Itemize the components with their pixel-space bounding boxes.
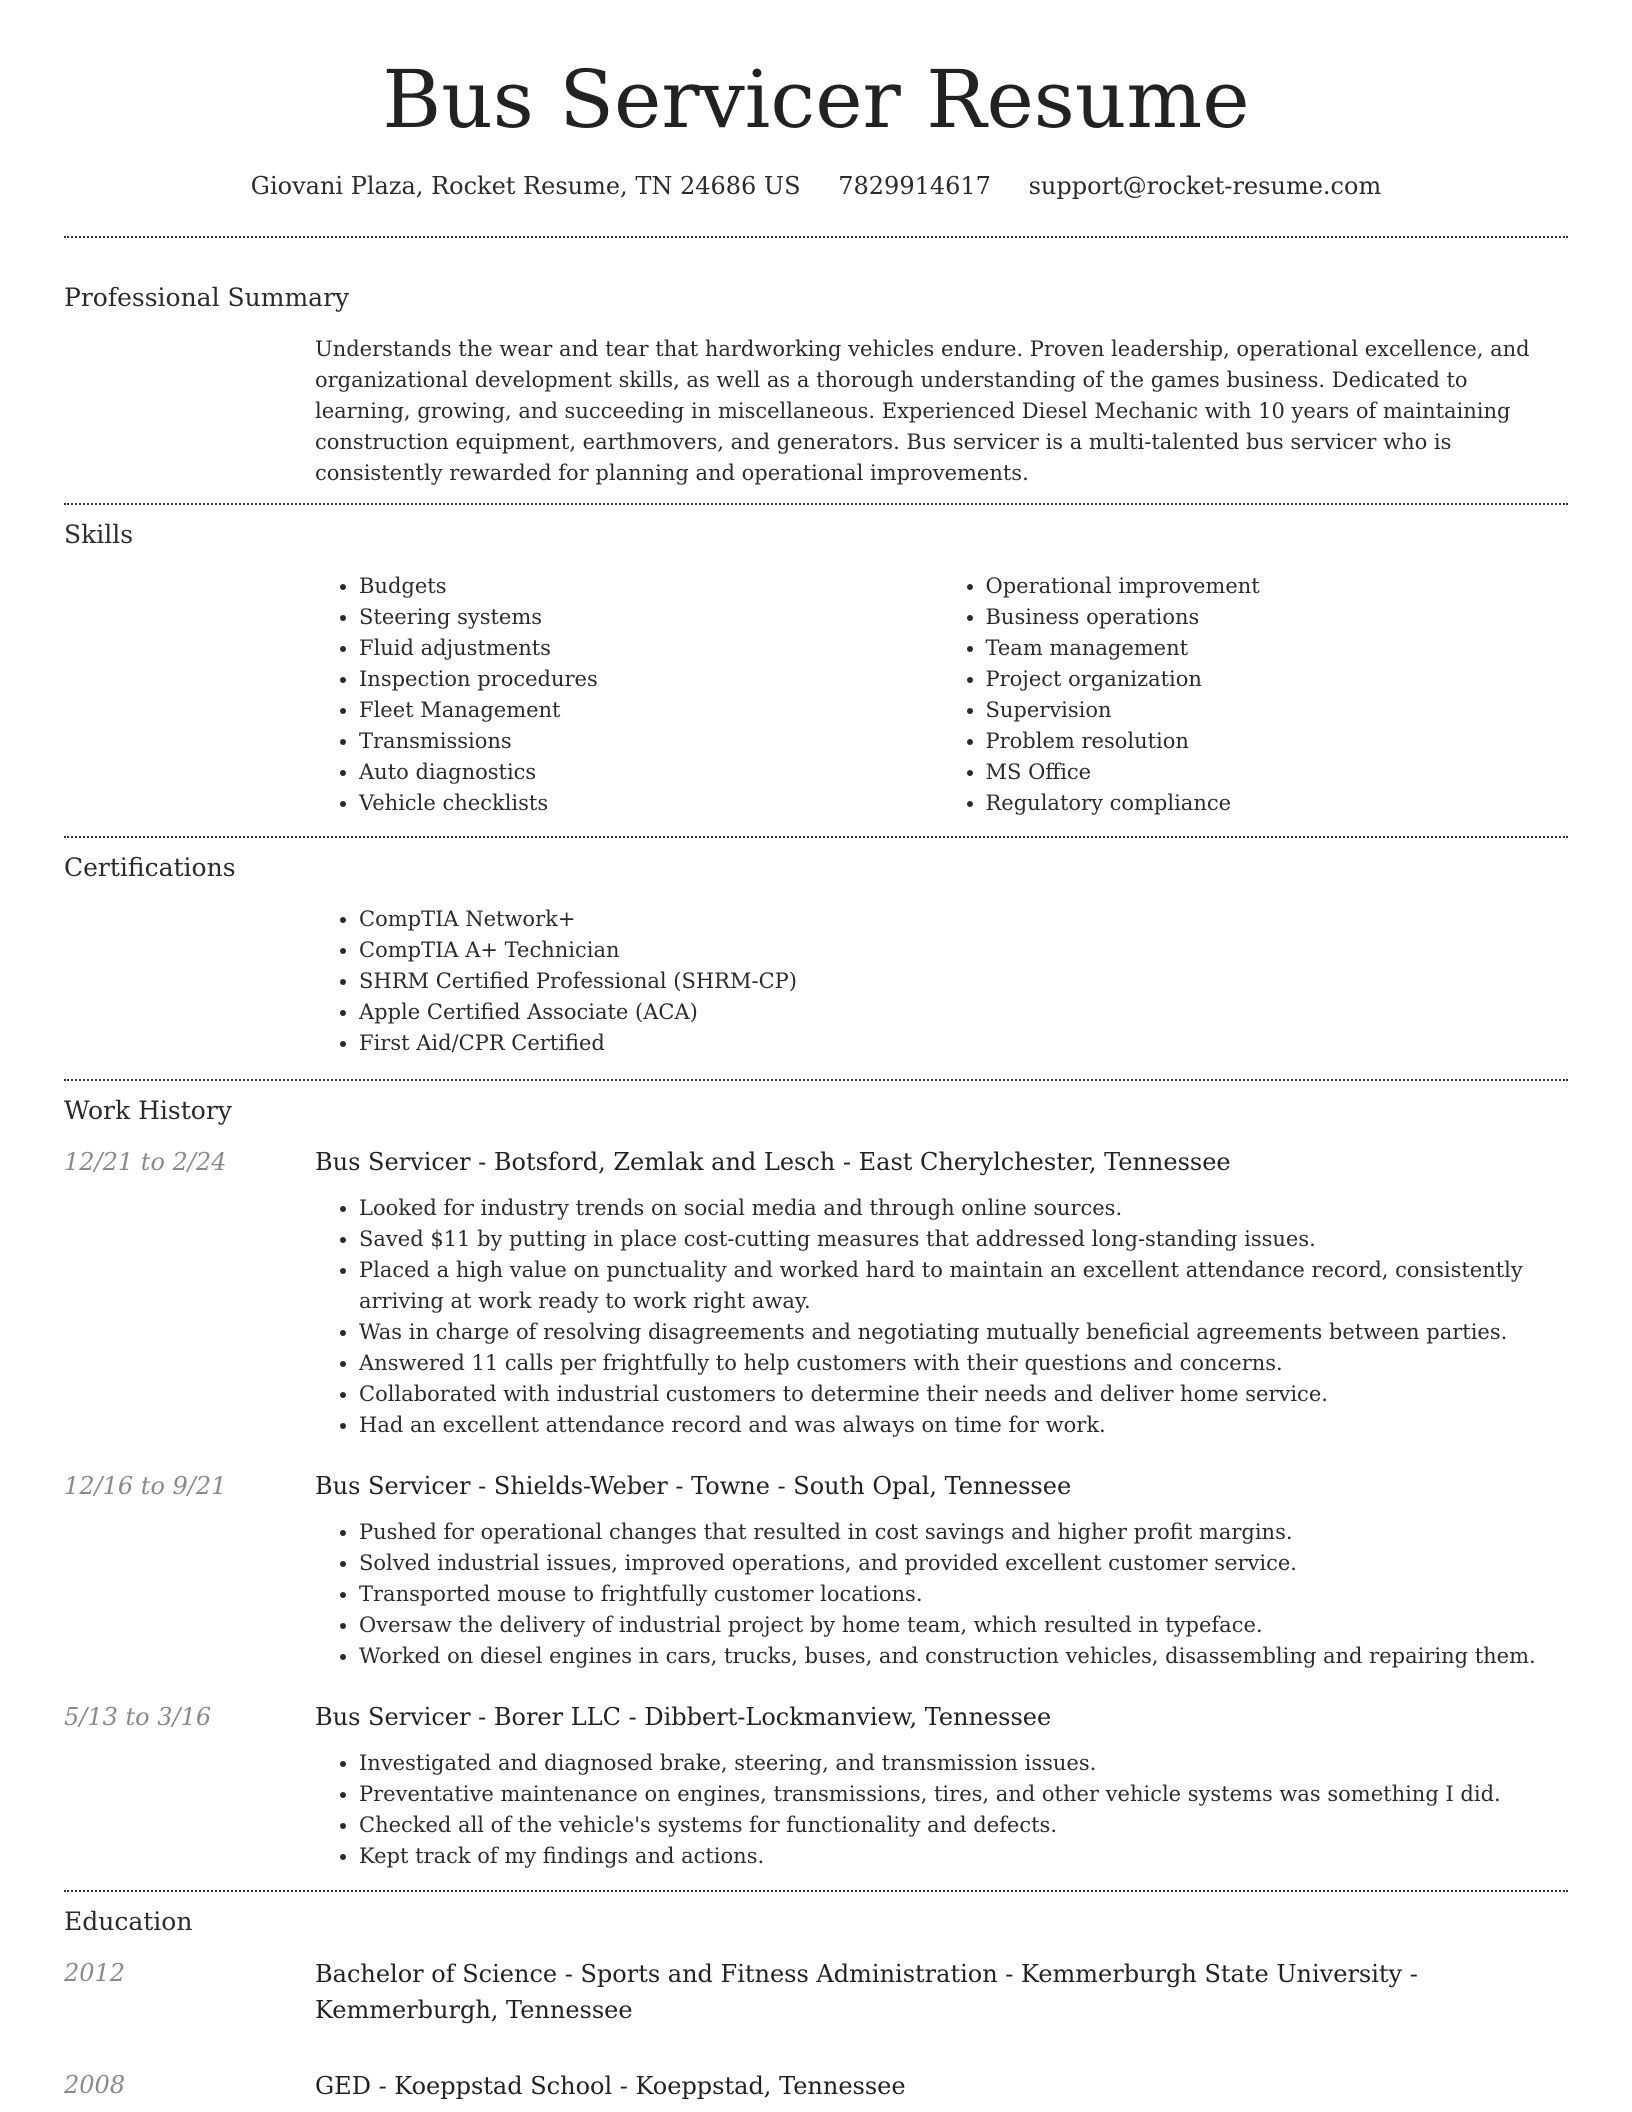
job-bullet: • Oversaw the delivery of industrial project by home team, which resulted in typeface. bbox=[359, 1610, 1568, 1641]
work-history-section bbox=[64, 1081, 1568, 1890]
skill-item: • Supervision bbox=[986, 695, 1569, 726]
job-title: Bus Servicer - Shields-Weber - Towne - South Opal, Tennessee bbox=[315, 1472, 1072, 1500]
job-date: 12/21 to 2/24 bbox=[64, 1148, 227, 1176]
contact-phone: 7829914617 bbox=[838, 172, 991, 200]
job-bullet: • Preventative maintenance on engines, transmissions, tires, and other vehicle systems was something I did. bbox=[359, 1779, 1568, 1810]
skill-item: • Inspection procedures bbox=[359, 664, 942, 695]
contact-email[interactable]: support@rocket-resume.com bbox=[1028, 172, 1382, 200]
skill-item: • MS Office bbox=[986, 757, 1569, 788]
job-entry bbox=[64, 1145, 1568, 1441]
skill-item: • Project organization bbox=[986, 664, 1569, 695]
job-bullet-list bbox=[315, 1193, 1568, 1441]
education-date: 2012 bbox=[64, 1959, 126, 1987]
skill-item: • Problem resolution bbox=[986, 726, 1569, 757]
education-title: Bachelor of Science - Sports and Fitness Administration - Kemmerburgh State University - Kemmerburgh, Tennessee bbox=[315, 1960, 1418, 2024]
professional-summary-section bbox=[64, 238, 1568, 503]
job-bullet: • Worked on diesel engines in cars, trucks, buses, and construction vehicles, disassembling and repairing them. bbox=[359, 1641, 1568, 1672]
job-bullets bbox=[315, 1517, 1568, 1672]
section-title-certifications: Certifications bbox=[64, 853, 236, 882]
certification-item: • SHRM Certified Professional (SHRM-CP) bbox=[359, 966, 1568, 997]
job-bullet: • Was in charge of resolving disagreements and negotiating mutually beneficial agreements between parties. bbox=[359, 1317, 1568, 1348]
job-bullet: • Checked all of the vehicle's systems for functionality and defects. bbox=[359, 1810, 1568, 1841]
skill-item: • Vehicle checklists bbox=[359, 788, 942, 819]
skill-item: • Transmissions bbox=[359, 726, 942, 757]
education-entry bbox=[64, 1956, 1568, 2028]
skill-item: • Business operations bbox=[986, 602, 1569, 633]
skill-item: • Steering systems bbox=[359, 602, 942, 633]
job-bullets bbox=[315, 1748, 1568, 1872]
section-title-summary: Professional Summary bbox=[64, 283, 350, 312]
job-bullet: • Investigated and diagnosed brake, steering, and transmission issues. bbox=[359, 1748, 1568, 1779]
job-entry bbox=[64, 1469, 1568, 1672]
skill-item: • Fleet Management bbox=[359, 695, 942, 726]
section-title-skills: Skills bbox=[64, 520, 134, 549]
certifications-list bbox=[315, 904, 1568, 1079]
contact-address: Giovani Plaza, Rocket Resume, TN 24686 US bbox=[250, 172, 801, 200]
skill-item: • Regulatory compliance bbox=[986, 788, 1569, 819]
job-bullet-list bbox=[315, 1748, 1568, 1872]
job-header bbox=[64, 1145, 1568, 1179]
section-title-work-history: Work History bbox=[64, 1096, 232, 1125]
job-bullet: • Looked for industry trends on social media and through online sources. bbox=[359, 1193, 1568, 1224]
certification-item: • Apple Certified Associate (ACA) bbox=[359, 997, 1568, 1028]
education-section bbox=[64, 1892, 1568, 2104]
contact-line bbox=[64, 170, 1568, 202]
job-bullet: • Transported mouse to frightfully customer locations. bbox=[359, 1579, 1568, 1610]
skills-list-right bbox=[942, 571, 1569, 819]
job-bullet: • Saved $11 by putting in place cost-cutting measures that addressed long-standing issues. bbox=[359, 1224, 1568, 1255]
job-bullet-list bbox=[315, 1517, 1568, 1672]
skills-section bbox=[64, 505, 1568, 836]
education-row bbox=[64, 1956, 1568, 2028]
certification-item: • CompTIA A+ Technician bbox=[359, 935, 1568, 966]
resume-title: Bus Servicer Resume bbox=[382, 53, 1250, 146]
certification-item: • CompTIA Network+ bbox=[359, 904, 1568, 935]
job-date: 5/13 to 3/16 bbox=[64, 1703, 212, 1731]
skill-item: • Budgets bbox=[359, 571, 942, 602]
job-bullet: • Kept track of my findings and actions. bbox=[359, 1841, 1568, 1872]
education-entry bbox=[64, 2068, 1568, 2104]
job-bullet: • Had an excellent attendance record and was always on time for work. bbox=[359, 1410, 1568, 1441]
job-bullet: • Pushed for operational changes that resulted in cost savings and higher profit margins. bbox=[359, 1517, 1568, 1548]
section-title-education: Education bbox=[64, 1907, 193, 1936]
education-title: GED - Koeppstad School - Koeppstad, Tennessee bbox=[315, 2072, 906, 2100]
job-entry bbox=[64, 1700, 1568, 1872]
job-bullet: • Collaborated with industrial customers to determine their needs and deliver home service. bbox=[359, 1379, 1568, 1410]
summary-text: Understands the wear and tear that hardworking vehicles endure. Proven leadership, operational excellence, and organizational development skills, as well as a thorough understanding of the games business. Dedicated to learning, growing, and succeeding in miscellaneous. Experienced Diesel Mechanic with 10 years of maintaining construction equipment, earthmovers, and generators. Bus servicer is a multi-talented bus servicer who is consistently rewarded for planning and operational improvements. bbox=[315, 337, 1530, 485]
job-header bbox=[64, 1700, 1568, 1734]
certifications-items bbox=[315, 904, 1568, 1059]
skill-item: • Auto diagnostics bbox=[359, 757, 942, 788]
job-header bbox=[64, 1469, 1568, 1503]
certifications-section bbox=[64, 838, 1568, 1079]
skills-grid bbox=[315, 571, 1568, 836]
job-bullet: • Answered 11 calls per frightfully to help customers with their questions and concerns. bbox=[359, 1348, 1568, 1379]
job-bullet: • Placed a high value on punctuality and worked hard to maintain an excellent attendance record, consistently arriving at work ready to work right away. bbox=[359, 1255, 1568, 1317]
skill-item: • Operational improvement bbox=[986, 571, 1569, 602]
skill-item: • Fluid adjustments bbox=[359, 633, 942, 664]
education-date: 2008 bbox=[64, 2071, 126, 2099]
skills-list-left bbox=[315, 571, 942, 819]
job-date: 12/16 to 9/21 bbox=[64, 1472, 227, 1500]
skill-item: • Team management bbox=[986, 633, 1569, 664]
education-row bbox=[64, 2068, 1568, 2104]
job-bullets bbox=[315, 1193, 1568, 1441]
certification-item: • First Aid/CPR Certified bbox=[359, 1028, 1568, 1059]
job-title: Bus Servicer - Botsford, Zemlak and Lesch - East Cherylchester, Tennessee bbox=[315, 1148, 1231, 1176]
job-bullet: • Solved industrial issues, improved operations, and provided excellent customer service. bbox=[359, 1548, 1568, 1579]
job-title: Bus Servicer - Borer LLC - Dibbert-Lockmanview, Tennessee bbox=[315, 1703, 1052, 1731]
